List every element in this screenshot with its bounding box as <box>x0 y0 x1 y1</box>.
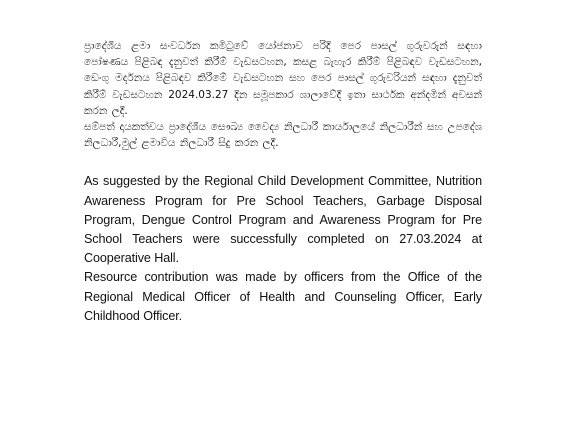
sinhala-paragraph-programs: ප්‍රාදේශීය ළමා සංවර්ධන කමිටුවේ යෝජනාව පරිදි පෙර පාසල් ගුරුවරුන් සඳහා පෝෂණය පිළිබඳ දැනුවත් කිරීම් වැඩසටහන, කසළ බැහැර කිරීම් පිළිබඳව වැඩසටහන, ඩෙංගු මර්දනය පිළිබඳව කිරීමේ වැඩසටහන සහ පෙර පාසල් ගුරුවරියන් සඳහා දැනුවත් කිරීම් වැඩසටහන 2024.03.27 දින සමූපකාර ශාලාවේදී ඉතා සාර්ථක අන්දමින් අවසන් කරන ලදී. <box>84 40 482 117</box>
english-paragraph-resources: Resource contribution was made by officers from the Office of the Regional Medical Officer of Health and Counseling Officer, Early Childhood Officer. <box>84 270 482 323</box>
paragraph-spacer <box>84 151 482 172</box>
document-body <box>84 38 482 326</box>
sinhala-paragraph-resources: සම්පත් දායකත්වය ප්‍රාදේශීය සෞඛ්‍ය වෛද්‍ය නිලධාරී කාර්යාලයේ නිලධාරීන් සහ උපදේශ නිලධාරී,මුල් ළමාවිය නිලධාරී සිදු කරන ලදී. <box>84 121 482 150</box>
english-paragraph-programs: As suggested by the Regional Child Development Committee, Nutrition Awareness Program for Pre School Teachers, Garbage Disposal Program, Dengue Control Program and Awareness Program for Pre School Teachers were successfully completed on 27.03.2024 at Cooperative Hall. <box>84 174 482 266</box>
